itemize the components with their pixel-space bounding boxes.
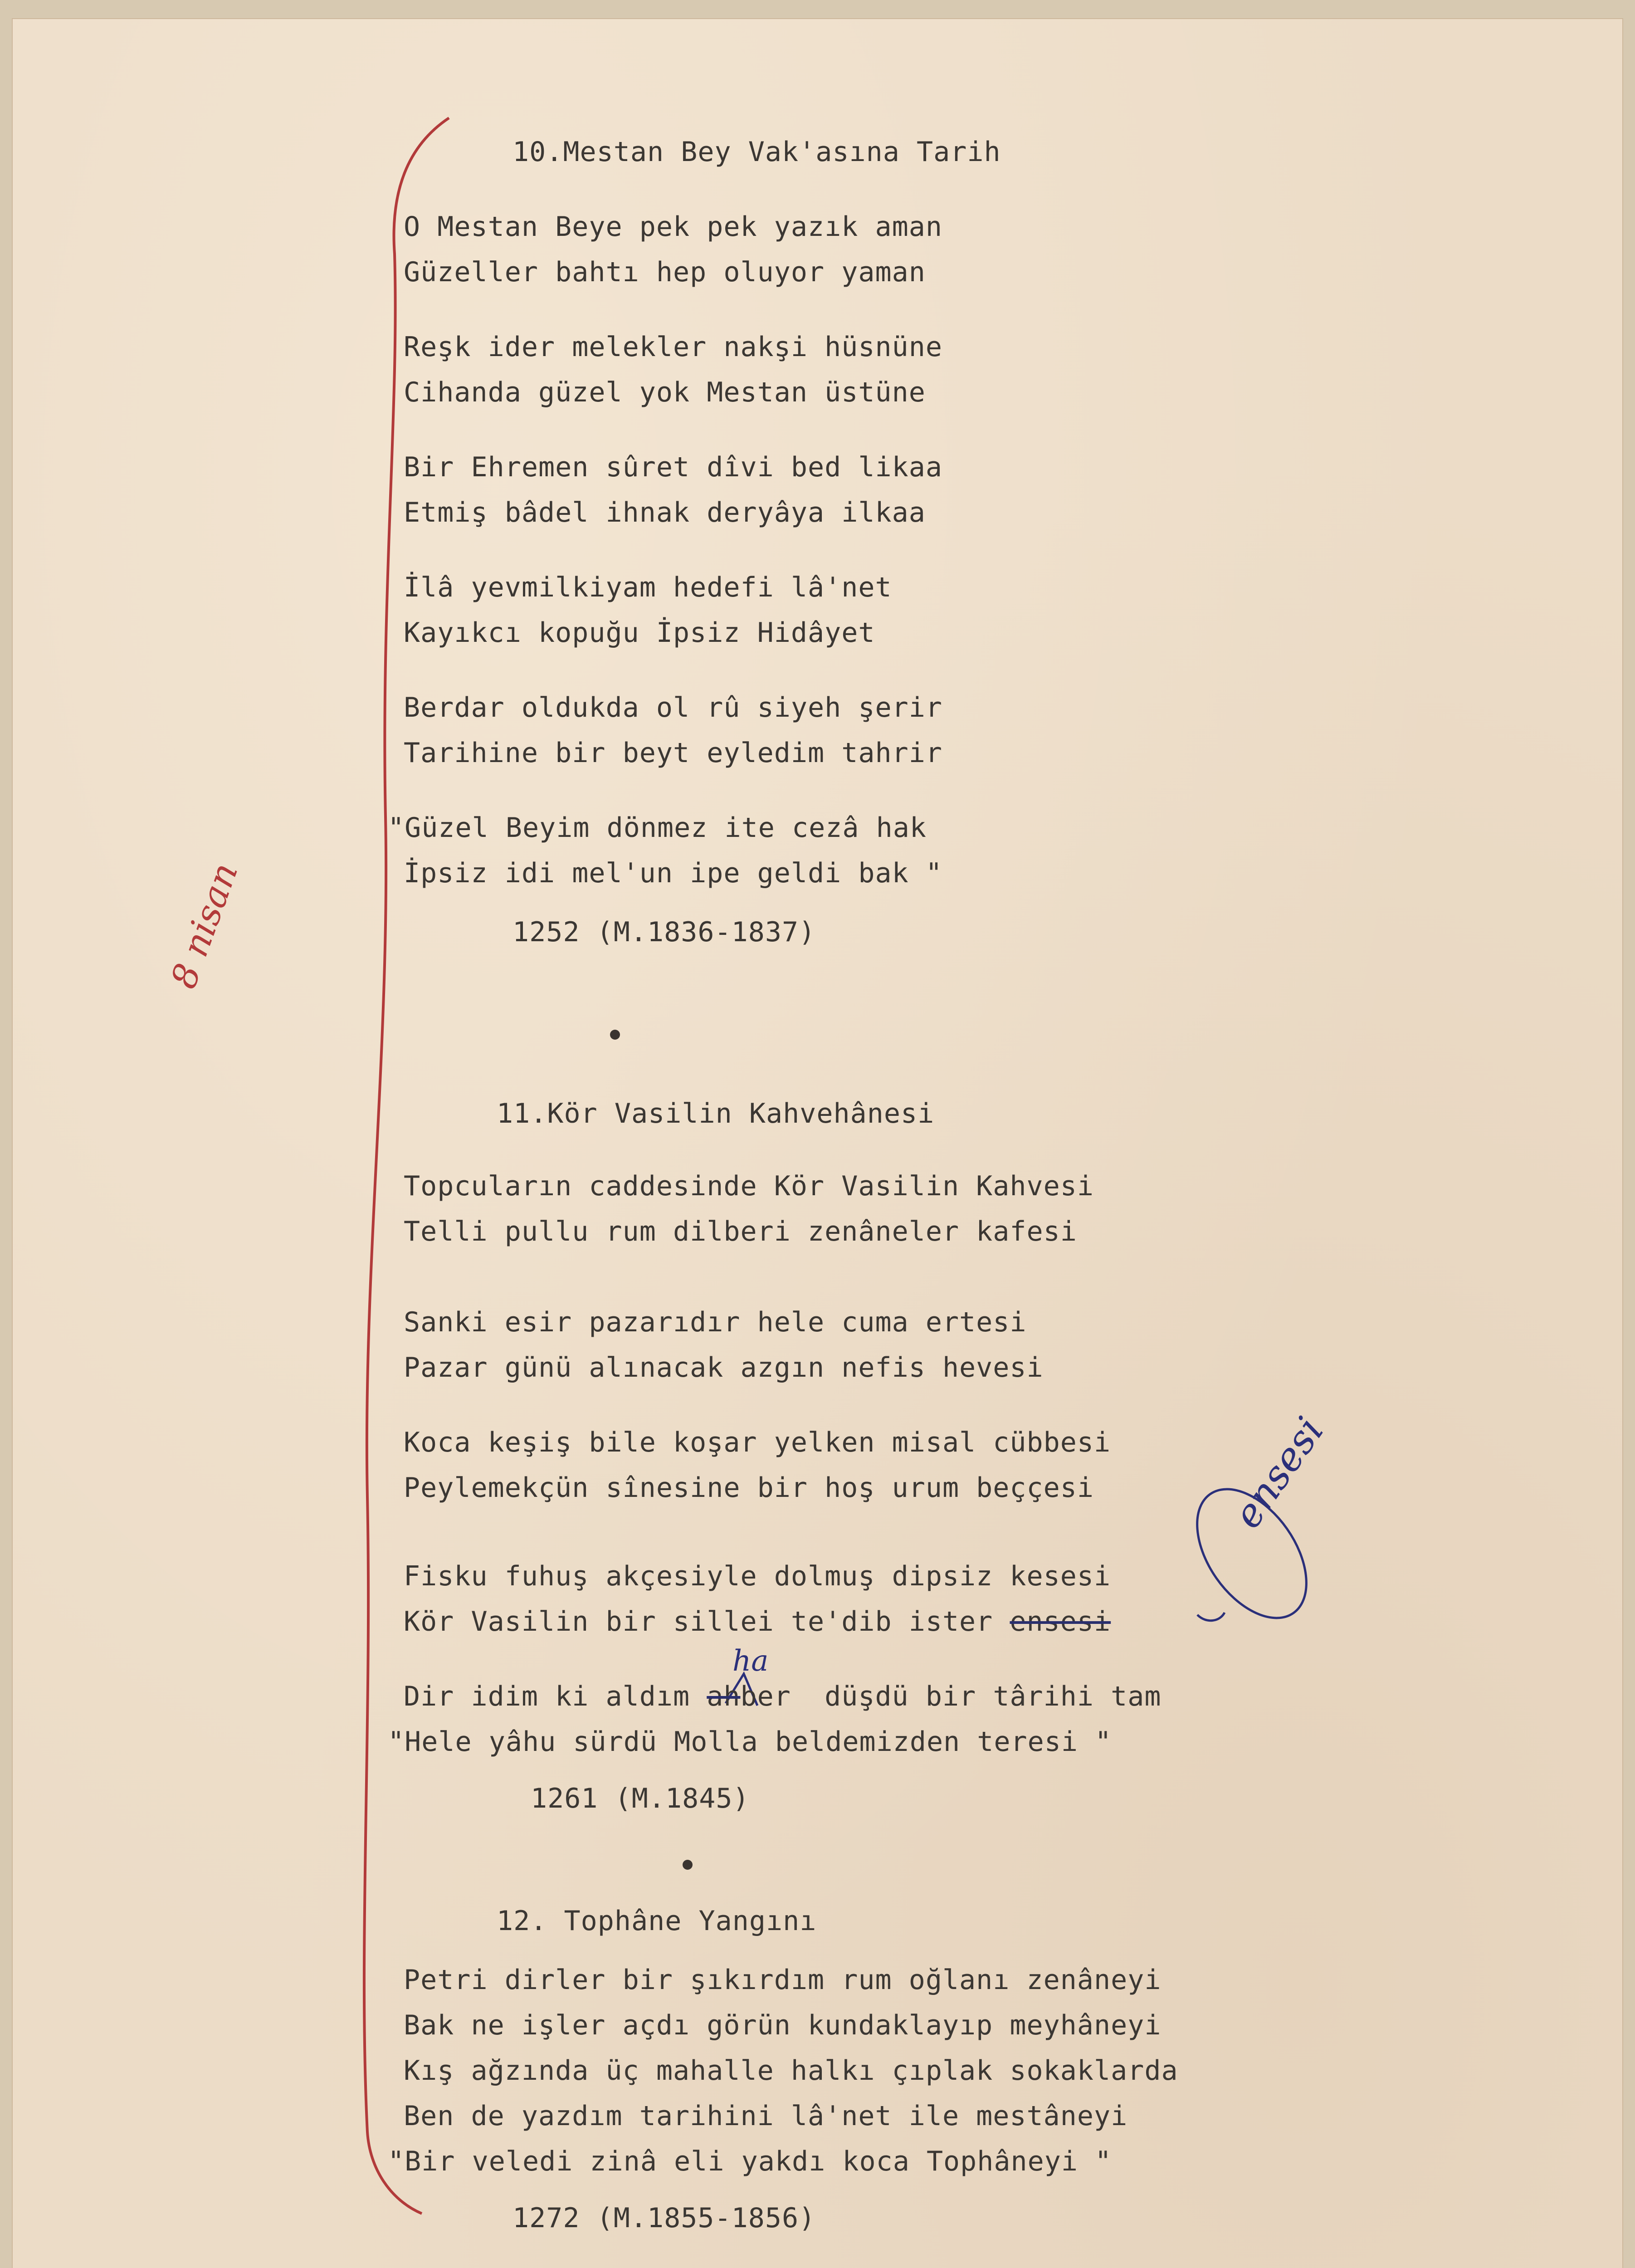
poem11-line-9 (404, 1681, 1162, 1712)
poem10-line-8: Kayıkcı kopuğu İpsiz Hidâyet (404, 617, 875, 649)
insert-word: ensesi (1225, 1409, 1333, 1537)
struck-syllable: ah (707, 1681, 741, 1712)
poem11-line-4: Pazar günü alınacak azgın nefis hevesi (404, 1352, 1044, 1383)
poem10-date: 1252 (M.1836-1837) (512, 916, 816, 948)
poem12-line-3: Kış ağzında üç mahalle halkı çıplak sokaklarda (404, 2055, 1178, 2087)
poem12-line-4: Ben de yazdım tarihini lâ'net ile mestâneyi (404, 2100, 1128, 2132)
poem11-line-5: Koca keşiş bile koşar yelken misal cübbesi (404, 1427, 1111, 1458)
poem12-date: 1272 (M.1855-1856) (512, 2202, 816, 2234)
poem11-line-3: Sanki esir pazarıdır hele cuma ertesi (404, 1306, 1027, 1338)
poem11-line-7: Fisku fuhuş akçesiyle dolmuş dipsiz kesesi (404, 1560, 1111, 1592)
poem10-line-12: İpsiz idi mel'un ipe geldi bak " (404, 857, 942, 889)
poem10-line-9: Berdar oldukda ol rû siyeh şerir (404, 692, 942, 723)
poem11-line-9-rest: ber düşdü bir târihi tam (740, 1681, 1162, 1712)
poem12-line-2: Bak ne işler açdı görün kundaklayıp meyhâneyi (404, 2009, 1162, 2041)
poem10-line-10: Tarihine bir beyt eyledim tahrir (404, 737, 942, 769)
poem10-line-7: İlâ yevmilkiyam hedefi lâ'net (404, 572, 892, 603)
poem10-line-6: Etmiş bâdel ihnak deryâya ilkaa (404, 497, 926, 528)
poem11-line-8-text: Kör Vasilin bir sillei te'dib ister (404, 1606, 1010, 1637)
poem11-date: 1261 (M.1845) (531, 1783, 750, 1814)
margin-note: 8 nisan (163, 857, 246, 994)
poem11-line-10: "Hele yâhu sürdü Molla beldemizden teresi " (388, 1726, 1112, 1758)
poem11-line-6: Peylemekçün sînesine bir hoş urum beççesi (404, 1472, 1094, 1504)
poem11-line-1: Topcuların caddesinde Kör Vasilin Kahvesi (404, 1170, 1094, 1202)
poem11-line-8 (404, 1606, 1111, 1637)
insert-above: ha (732, 1644, 769, 1678)
poem11-title: 11.Kör Vasilin Kahvehânesi (497, 1098, 935, 1129)
poem12-line-5: "Bir veledi zinâ eli yakdı koca Tophâneyi " (388, 2146, 1112, 2177)
struck-word: ensesi (1010, 1606, 1111, 1637)
poem12-line-1: Petri dirler bir şıkırdım rum oğlanı zenâneyi (404, 1964, 1162, 1996)
poem10-line-5: Bir Ehremen sûret dîvi bed likaa (404, 451, 942, 483)
poem12-title: 12. Tophâne Yangını (497, 1905, 817, 1937)
poem10-line-2: Güzeller bahtı hep oluyor yaman (404, 256, 926, 288)
poem10-line-4: Cihanda güzel yok Mestan üstüne (404, 376, 926, 408)
poem11-line-2: Telli pullu rum dilberi zenâneler kafesi (404, 1216, 1077, 1247)
poem10-line-3: Reşk ider melekler nakşi hüsnüne (404, 331, 942, 363)
section-bullet (610, 1030, 620, 1040)
section-bullet (683, 1860, 693, 1870)
poem10-line-1: O Mestan Beye pek pek yazık aman (404, 211, 942, 243)
poem10-title: 10.Mestan Bey Vak'asına Tarih (512, 136, 1001, 168)
poem11-line-9-text: Dir idim ki aldım (404, 1681, 707, 1712)
poem10-line-11: "Güzel Beyim dönmez ite cezâ hak (388, 812, 927, 844)
